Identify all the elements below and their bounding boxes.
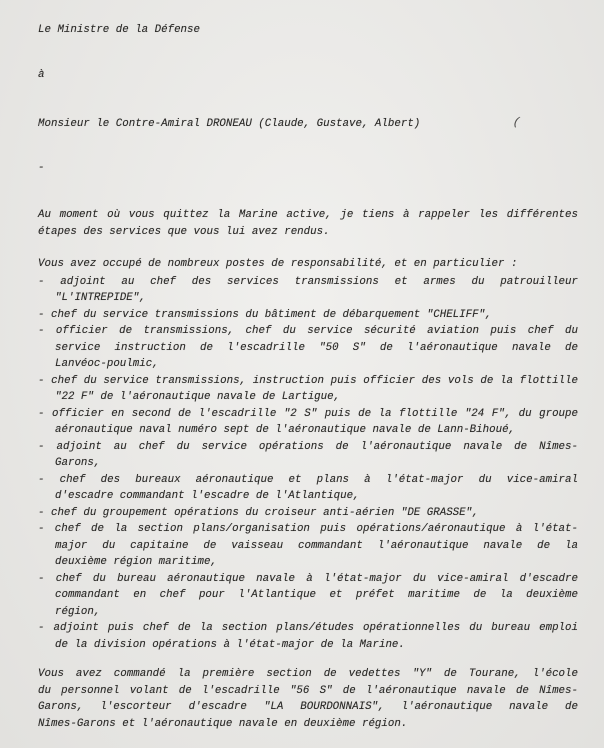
intro-paragraph (38, 207, 578, 240)
text-line: Garons, l'escorteur d'escadre "LA BOURDONNAIS", l'aéronautique navale de (38, 701, 578, 713)
text-line: étapes des services que vous lui avez rendus. (38, 225, 330, 238)
service-list-item (38, 274, 578, 307)
text-line: - officier de transmissions, chef du service sécurité aviation puis chef du (38, 325, 578, 337)
service-list-item (38, 406, 578, 439)
salutation-line: à (38, 68, 45, 81)
text-line: - chef des bureaux aéronautique et plans à l'état-major du vice-amiral (38, 473, 578, 486)
text-line: Nîmes-Garons et l'aéronautique navale en deuxième région. (38, 717, 408, 730)
service-list-item (38, 620, 578, 653)
recipient-line: Monsieur le Contre-Amiral DRONEAU (Claude, Gustave, Albert) (38, 118, 421, 130)
text-line: commandant en chef pour l'Atlantique et préfet maritime de la deuxième (55, 589, 578, 601)
dash-line: - (38, 161, 45, 174)
text-line: service instruction de l'escadrille "50 S" de l'aéronautique navale de (55, 341, 578, 354)
text-line: deuxième région maritime, (55, 556, 217, 568)
text-line: du personnel volant de l'escadrille "56 S" de l'aéronautique navale de Nîmes- (38, 684, 578, 697)
text-line: - adjoint au chef du service opérations de l'aéronautique navale de Nîmes- (38, 440, 578, 453)
text-line: - chef de la section plans/organisation puis opérations/aéronautique à l'état- (38, 523, 578, 535)
pen-mark: ( (511, 114, 522, 130)
list-intro-line: Vous avez occupé de nombreux postes de responsabilité, et en particulier : (38, 258, 518, 270)
service-list-item (38, 571, 578, 621)
service-list-item (38, 323, 578, 373)
text-line: major du capitaine de vaisseau commandant l'aéronautique navale de la (55, 539, 578, 552)
text-line: - chef du groupement opérations du croiseur anti-aérien "DE GRASSE", (38, 506, 479, 519)
text-line: - adjoint au chef des services transmissions et armes du patrouilleur (38, 275, 578, 288)
text-line: Garons, (55, 457, 101, 469)
text-line: aéronautique naval numéro sept de l'aéronautique navale de Lann-Bihoué, (55, 424, 516, 436)
text-line: Vous avez commandé la première section de vedettes "Y" de Tourane, l'école (38, 668, 578, 680)
text-line: Au moment où vous quittez la Marine active, je tiens à rappeler les différentes (38, 209, 578, 221)
text-line: région, (55, 605, 101, 618)
text-line: de la division opérations à l'état-major de la Marine. (55, 638, 405, 651)
service-list-item (38, 439, 578, 472)
text-line: - chef du bureau aéronautique navale à l'état-major du vice-amiral d'escadre (38, 572, 578, 585)
text-line: - officier en second de l'escadrille "2 S" puis de la flottille "24 F", du groupe (38, 407, 578, 420)
text-line: - chef du service transmissions du bâtiment de débarquement "CHELIFF", (38, 308, 492, 321)
sender-line: Le Ministre de la Défense (38, 24, 200, 36)
text-line: Lanvéoc-poulmic, (55, 358, 159, 370)
service-list (38, 274, 578, 654)
text-line: - adjoint puis chef de la section plans/études opérationnelles du bureau emploi (38, 622, 578, 634)
text-line: "L'INTREPIDE", (55, 292, 146, 304)
text-line: "22 F" de l'aéronautique navale de Lartigue, (55, 391, 341, 403)
text-line: - chef du service transmissions, instruction puis officier des vols de la flottille (38, 374, 578, 387)
service-list-item (38, 472, 578, 505)
text-line: d'escadre commandant l'escadre de l'Atlantique, (55, 490, 360, 502)
service-list-item (38, 505, 578, 522)
service-list-item (38, 373, 578, 406)
closing-paragraph (38, 666, 578, 732)
service-list-item (38, 307, 578, 324)
service-list-item (38, 521, 578, 571)
